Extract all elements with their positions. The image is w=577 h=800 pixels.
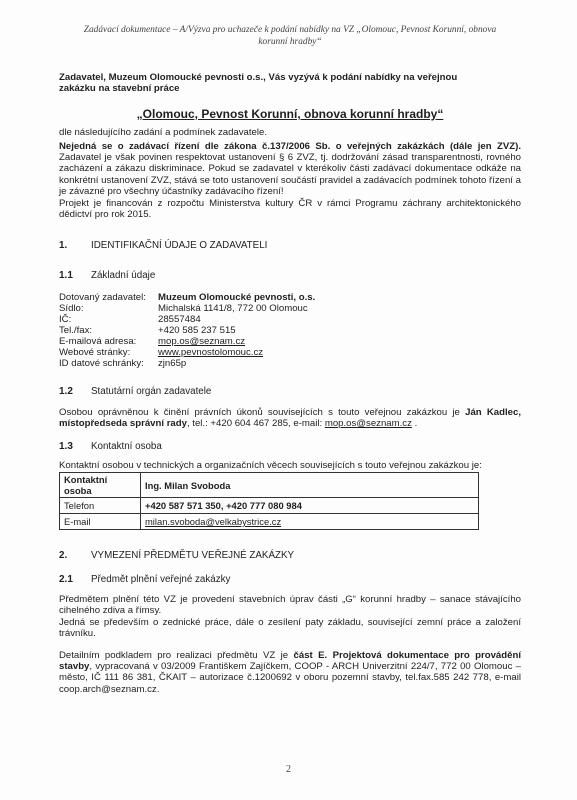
financing-paragraph: Projekt je financován z rozpočtu Ministerstva kultury ČR v rámci Programu záchrany architektonického dědictví pro rok 2015. xyxy=(59,198,521,221)
section-1-1-number: 1.1 xyxy=(59,270,73,281)
section-1-3-title: Kontaktní osoba xyxy=(91,441,162,452)
table-cell-label: Kontaktní osoba xyxy=(60,473,141,498)
contact-intro: Kontaktní osobou v technických a organizačních věcech souvisejících s touto veřejnou zakázkou je: xyxy=(59,460,482,471)
documentation-bold: část E. Projektová dokumentace pro provádění stavby xyxy=(59,650,521,673)
law-paragraph xyxy=(59,141,521,197)
section-2-title: VYMEZENÍ PŘEDMĚTU VEŘEJNÉ ZAKÁZKY xyxy=(91,550,295,561)
section-1-number: 1. xyxy=(59,240,68,251)
page-header xyxy=(70,24,510,48)
statutory-email-link[interactable]: mop.os@seznam.cz xyxy=(324,418,412,430)
statutory-text: Osobou oprávněnou k činění právních úkonů souvisejících s touto veřejnou zakázkou je xyxy=(59,407,466,418)
subject-paragraph-2: Jedná se především o zednické práce, dále o zesílení paty základu, související zemní práce a založení trávníku. xyxy=(59,617,521,640)
header-line-2: korunní hradby“ xyxy=(258,37,322,47)
basic-label: Sídlo: xyxy=(59,303,84,314)
header-line-1: Zadávací dokumentace – A/Výzva pro uchazeče k podání nabídky na VZ „Olomouc, Pevnost Korunní, obnova xyxy=(83,25,497,35)
table-row xyxy=(60,514,479,530)
intro-line-1: Zadavatel, Muzeum Olomoucké pevnosti o.s., Vás vyzývá k podání nabídky na veřejnou xyxy=(59,72,458,83)
documentation-paragraph xyxy=(59,650,521,695)
statutory-paragraph xyxy=(59,407,521,429)
contact-email-link[interactable]: milan.svoboda@velkabystrice.cz xyxy=(141,514,479,530)
basic-label: IČ: xyxy=(59,314,72,325)
after-title-text: dle následujícího zadání a podmínek zadavatele. xyxy=(59,127,268,138)
basic-label: Webové stránky: xyxy=(59,347,131,358)
basic-label: Dotovaný zadavatel: xyxy=(59,292,146,303)
website-link[interactable]: www.pevnostolomouc.cz xyxy=(158,347,264,358)
section-1-3-number: 1.3 xyxy=(59,441,73,452)
intro-paragraph xyxy=(59,72,521,94)
basic-label: Tel./fax: xyxy=(59,325,93,336)
statutory-name: Ján Kadlec, místopředseda správní rady xyxy=(59,407,522,430)
section-1-1-title: Základní údaje xyxy=(91,270,156,281)
statutory-end: . xyxy=(411,418,418,430)
basic-value: Muzeum Olomoucké pevnosti, o.s. xyxy=(158,292,316,303)
section-2-1-title: Předmět plnění veřejné zakázky xyxy=(91,574,231,585)
basic-value: zjn65p xyxy=(158,358,187,369)
table-row xyxy=(60,473,479,498)
email-link[interactable]: mop.os@seznam.cz xyxy=(158,336,246,347)
section-1-title: IDENTIFIKAČNÍ ÚDAJE O ZADAVATELI xyxy=(91,240,268,251)
table-cell-value: +420 587 571 350, +420 777 080 984 xyxy=(141,498,479,514)
contact-table xyxy=(59,472,479,530)
page-number: 2 xyxy=(286,764,291,775)
documentation-text: , vypracovaná v 03/2009 Františkem Zajíčkem, COOP - ARCH Univerzitní 224/7, 772 00 Olomouc – město, IČ 111 86 381, ČKAIT – autorizace č.1200692 v oboru pozemní stavby, tel.fax.585 242 778, e-mail coop.arch@seznam.cz. xyxy=(59,661,521,695)
subject-paragraph-1: Předmětem plnění této VZ je provedení stavebních úprav části „G“ korunní hradby – sanace stávajícího cihelného zdiva a římsy. xyxy=(59,594,521,617)
basic-value: +420 585 237 515 xyxy=(158,325,236,336)
section-1-2-number: 1.2 xyxy=(59,386,73,397)
documentation-text: Detailním podkladem pro realizaci předmětu VZ je xyxy=(59,650,294,661)
section-1-2-title: Statutární orgán zadavatele xyxy=(91,386,212,397)
basic-label: E-mailová adresa: xyxy=(59,336,137,347)
table-cell-value: Ing. Milan Svoboda xyxy=(141,473,479,498)
statutory-text: , tel.: +420 604 467 285, e-mail: xyxy=(186,418,325,430)
law-rest-text: Zadavatel je však povinen respektovat ustanovení § 6 ZVZ, tj. dodržování zásad transparentnosti, rovného zacházení a zákazu diskriminace. Pokud se zadavatel v kterékoliv části zadávací dokumentace odkáže na konkrétní ustanovení ZVZ, stává se toto ustanovení součástí pravidel a zadávacích podmínek tohoto řízení a je závazné pro všechny účastníky zadávacího řízení! xyxy=(59,152,521,197)
contract-title: „Olomouc, Pevnost Korunní, obnova korunní hradby“ xyxy=(136,107,444,121)
table-cell-label: Telefon xyxy=(60,498,141,514)
section-2-1-number: 2.1 xyxy=(59,574,73,585)
intro-line-2: zakázku na stavební práce xyxy=(59,83,180,95)
section-2-number: 2. xyxy=(59,550,68,561)
basic-label: ID datové schránky: xyxy=(59,358,144,369)
law-bold-text: Nejedná se o zadávací řízení dle zákona č.137/2006 Sb. o veřejných zakázkách (dále jen ZVZ). xyxy=(59,141,521,152)
table-cell-label: E-mail xyxy=(60,514,141,530)
table-row xyxy=(60,498,479,514)
basic-value: Michalská 1141/8, 772 00 Olomouc xyxy=(158,303,308,314)
basic-value: 28557484 xyxy=(158,314,201,325)
